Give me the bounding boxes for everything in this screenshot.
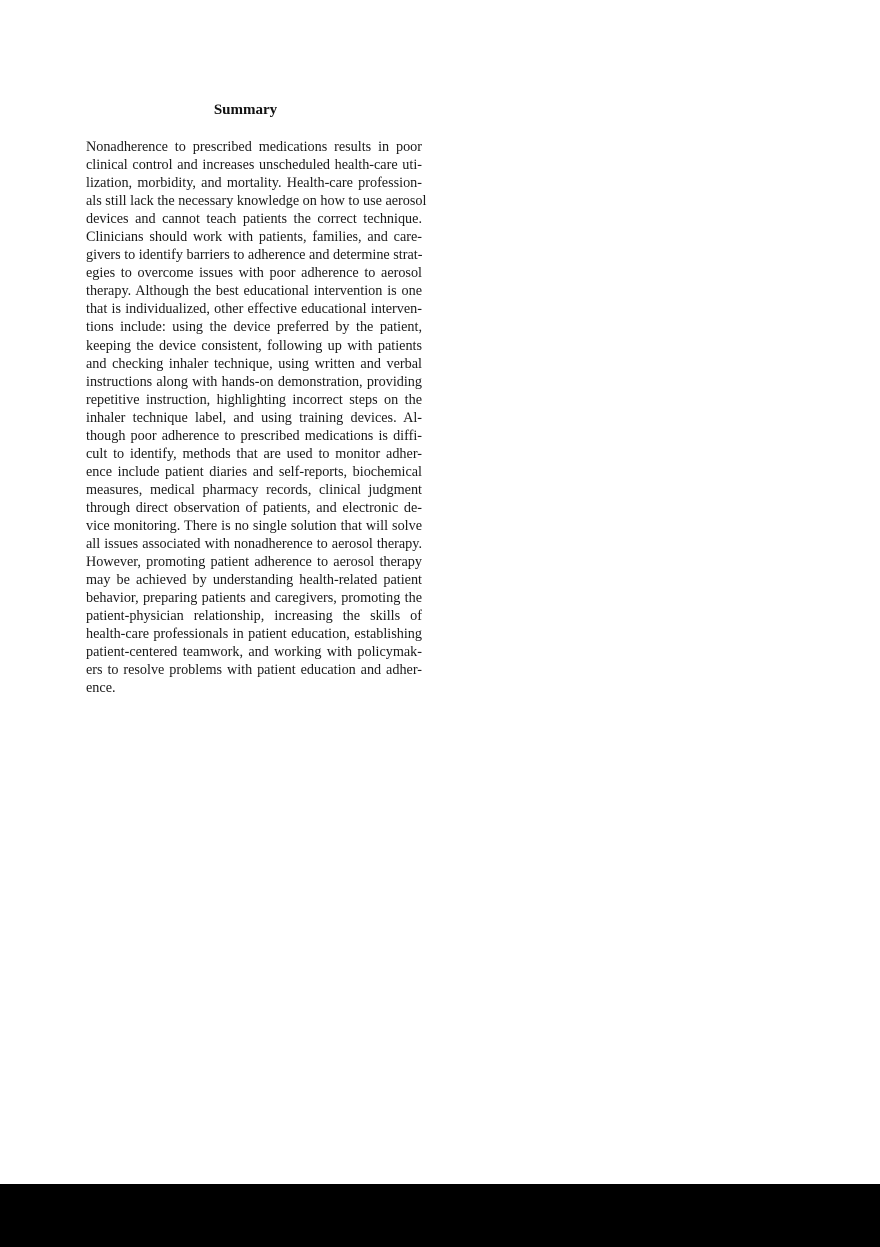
text-line: patient-centered teamwork, and working with policymak-: [86, 644, 422, 661]
text-line: therapy. Although the best educational intervention is one: [86, 283, 422, 300]
text-line: though poor adherence to prescribed medications is diffi-: [86, 427, 422, 444]
text-line: devices and cannot teach patients the correct technique.: [86, 211, 422, 228]
text-line: and checking inhaler technique, using written and verbal: [86, 355, 422, 372]
text-line: patient-physician relationship, increasing the skills of: [86, 608, 422, 625]
text-line: may be achieved by understanding health-related patient: [86, 572, 422, 589]
text-line: through direct observation of patients, and electronic de-: [86, 499, 422, 516]
text-line: tions include: using the device preferred by the patient,: [86, 319, 422, 336]
text-line: lization, morbidity, and mortality. Health-care profession-: [86, 175, 422, 192]
text-line: ence include patient diaries and self-reports, biochemical: [86, 463, 422, 480]
text-line: repetitive instruction, highlighting incorrect steps on the: [86, 391, 422, 408]
text-line: health-care professionals in patient education, establishing: [86, 626, 422, 643]
text-line: Nonadherence to prescribed medications results in poor: [86, 139, 422, 155]
text-line: egies to overcome issues with poor adherence to aerosol: [86, 265, 422, 282]
text-line: However, promoting patient adherence to aerosol therapy: [86, 554, 422, 571]
text-line: behavior, preparing patients and caregivers, promoting the: [86, 590, 422, 607]
text-line: inhaler technique label, and using training devices. Al-: [86, 409, 422, 426]
text-line: ence.: [86, 680, 116, 697]
text-line: instructions along with hands-on demonstration, providing: [86, 373, 422, 390]
text-line: all issues associated with nonadherence to aerosol therapy.: [86, 536, 422, 553]
text-line: measures, medical pharmacy records, clinical judgment: [86, 481, 422, 498]
text-line: cult to identify, methods that are used to monitor adher-: [86, 445, 422, 462]
text-line: that is individualized, other effective educational interven-: [86, 301, 422, 318]
text-line: als still lack the necessary knowledge on how to use aerosol: [86, 193, 427, 210]
text-line: ers to resolve problems with patient education and adher-: [86, 662, 422, 679]
summary-section: [69, 100, 427, 697]
text-line: givers to identify barriers to adherence and determine strat-: [86, 247, 423, 264]
text-line: vice monitoring. There is no single solution that will solve: [86, 517, 422, 534]
text-line: Clinicians should work with patients, families, and care-: [86, 229, 422, 246]
bottom-black-bar: [0, 1184, 880, 1247]
section-heading: Summary: [213, 102, 278, 118]
summary-paragraph: [69, 138, 427, 697]
text-line: clinical control and increases unscheduled health-care uti-: [86, 157, 422, 174]
text-line: keeping the device consistent, following up with patients: [86, 337, 422, 354]
